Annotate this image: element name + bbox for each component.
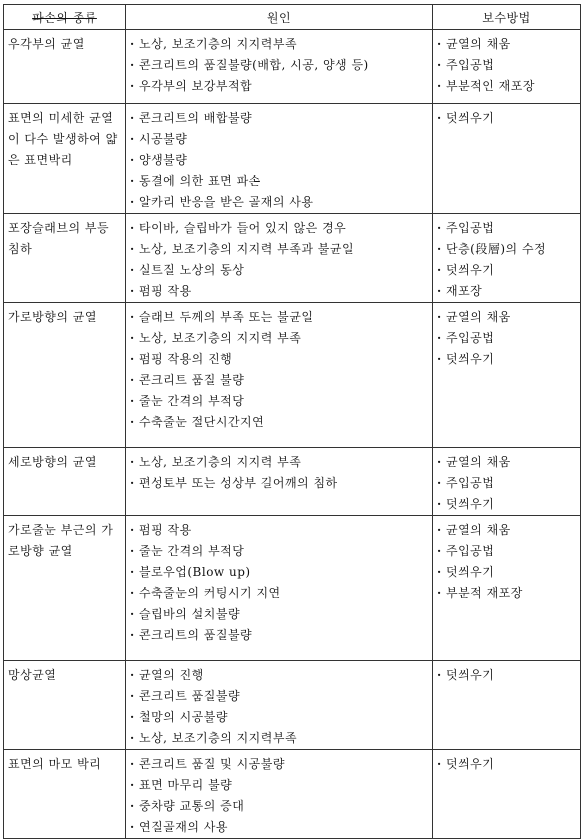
- cause-item: · 콘크리트의 품질불량: [130, 625, 428, 646]
- cause-cell-list: [126, 661, 432, 749]
- damage-type: 가로방향의 균열: [8, 310, 97, 324]
- repair-item: · 단층(段層)의 수정: [437, 239, 576, 260]
- cause-cell: [126, 104, 433, 214]
- table-row: [4, 104, 581, 214]
- repair-cell-list: [433, 516, 580, 604]
- repair-item: · 균열의 채움: [437, 520, 576, 541]
- damage-type-cell: [4, 516, 126, 661]
- cause-item: · 우각부의 보강부적합: [130, 76, 428, 97]
- cause-item: · 노상, 보조기층의 지지력 부족: [130, 328, 428, 349]
- damage-type: 포장슬래브의 부등침하: [8, 221, 110, 256]
- damage-type-cell: [4, 750, 126, 839]
- table-row: [4, 448, 581, 516]
- table-body: [4, 30, 581, 839]
- cause-cell-list: [126, 303, 432, 433]
- cause-item: · 중차량 교통의 증대: [130, 796, 428, 817]
- cause-cell-list: [126, 750, 432, 838]
- cause-item: · 줄눈 간격의 부적당: [130, 391, 428, 412]
- repair-item: · 덧씌우기: [437, 349, 576, 370]
- repair-cell: [433, 30, 581, 104]
- cause-item: · 콘크리트 품질 불량: [130, 370, 428, 391]
- repair-cell: [433, 303, 581, 448]
- repair-cell-list: [433, 448, 580, 515]
- cause-item: · 시공불량: [130, 129, 428, 150]
- damage-type: 표면의 마모 박리: [8, 757, 102, 771]
- cause-item: · 철망의 시공불량: [130, 707, 428, 728]
- repair-item: · 주입공법: [437, 218, 576, 239]
- cause-item: · 슬립바의 설치불량: [130, 604, 428, 625]
- cause-item: · 수축줄눈 절단시간지연: [130, 412, 428, 433]
- cause-item: · 동결에 의한 표면 파손: [130, 171, 428, 192]
- cause-item: · 균열의 진행: [130, 665, 428, 686]
- damage-type: 망상균열: [8, 668, 57, 682]
- table-row: [4, 303, 581, 448]
- cause-cell-list: [126, 448, 432, 494]
- damage-type: 표면의 미세한 균열이 다수 발생하여 얇은 표면박리: [8, 111, 118, 167]
- repair-cell: [433, 516, 581, 661]
- damage-type: 가로줄눈 부근의 가로방향 균열: [8, 523, 114, 558]
- cause-item: · 노상, 보조기층의 지지력부족: [130, 34, 428, 55]
- cause-item: · 콘크리트 품질 및 시공불량: [130, 754, 428, 775]
- cause-item: · 수축줄눈의 커팅시기 지연: [130, 583, 428, 604]
- cause-item: · 양생불량: [130, 150, 428, 171]
- repair-item: · 덧씌우기: [437, 108, 576, 129]
- cause-item: · 콘크리트의 품질불량(배합, 시공, 양생 등): [130, 55, 428, 76]
- damage-type: 우각부의 균열: [8, 37, 85, 51]
- cause-cell: [126, 750, 433, 839]
- cause-cell: [126, 303, 433, 448]
- repair-cell-list: [433, 214, 580, 302]
- cause-cell: [126, 516, 433, 661]
- repair-cell-list: [433, 104, 580, 129]
- repair-item: · 주입공법: [437, 55, 576, 76]
- damage-table: [3, 4, 581, 839]
- repair-cell-list: [433, 30, 580, 97]
- repair-cell-list: [433, 661, 580, 686]
- cause-cell-list: [126, 516, 432, 646]
- repair-item: · 주입공법: [437, 541, 576, 562]
- repair-item: · 덧씌우기: [437, 494, 576, 515]
- cause-item: · 콘크리트의 배합불량: [130, 108, 428, 129]
- cause-item: · 펌핑 작용의 진행: [130, 349, 428, 370]
- repair-cell-list: [433, 303, 580, 370]
- table-row: [4, 661, 581, 750]
- header-cause: 원인: [126, 5, 433, 30]
- table-row: [4, 516, 581, 661]
- repair-item: · 덧씌우기: [437, 665, 576, 686]
- repair-cell: [433, 104, 581, 214]
- cause-cell: [126, 661, 433, 750]
- cause-item: · 노상, 보조기층의 지지력 부족과 불균일: [130, 239, 428, 260]
- header-type-label: 파손의 종류: [32, 10, 97, 25]
- repair-item: · 균열의 채움: [437, 34, 576, 55]
- cause-item: · 줄눈 간격의 부적당: [130, 541, 428, 562]
- damage-type-cell: [4, 303, 126, 448]
- cause-item: · 표면 마무리 불량: [130, 775, 428, 796]
- damage-type-cell: [4, 448, 126, 516]
- table-row: [4, 30, 581, 104]
- repair-cell: [433, 661, 581, 750]
- repair-cell: [433, 750, 581, 839]
- header-row: [4, 5, 581, 30]
- repair-item: · 부분적 재포장: [437, 583, 576, 604]
- cause-item: · 슬래브 두께의 부족 또는 불균일: [130, 307, 428, 328]
- repair-item: · 부분적인 재포장: [437, 76, 576, 97]
- cause-cell: [126, 448, 433, 516]
- repair-item: · 균열의 채움: [437, 452, 576, 473]
- cause-cell: [126, 30, 433, 104]
- repair-item: · 덧씌우기: [437, 754, 576, 775]
- header-type: [4, 5, 126, 30]
- repair-item: · 덧씌우기: [437, 260, 576, 281]
- cause-cell-list: [126, 104, 432, 213]
- repair-cell-list: [433, 750, 580, 775]
- damage-type-cell: [4, 104, 126, 214]
- repair-item: · 균열의 채움: [437, 307, 576, 328]
- cause-item: · 펌핑 작용: [130, 520, 428, 541]
- cause-item: · 블로우업(Blow up): [130, 562, 428, 583]
- cause-item: · 노상, 보조기층의 지지력 부족: [130, 452, 428, 473]
- damage-type-cell: [4, 661, 126, 750]
- table-row: [4, 750, 581, 839]
- cause-item: · 타이바, 슬립바가 들어 있지 않은 경우: [130, 218, 428, 239]
- cause-cell-list: [126, 214, 432, 302]
- repair-item: · 덧씌우기: [437, 562, 576, 583]
- repair-item: · 주입공법: [437, 473, 576, 494]
- cause-item: · 실트질 노상의 동상: [130, 260, 428, 281]
- cause-item: · 콘크리트 품질불량: [130, 686, 428, 707]
- cause-item: · 알카리 반응을 받은 골재의 사용: [130, 192, 428, 213]
- repair-cell: [433, 448, 581, 516]
- cause-cell-list: [126, 30, 432, 97]
- damage-type-cell: [4, 30, 126, 104]
- damage-type-cell: [4, 214, 126, 303]
- cause-item: · 편성토부 또는 성상부 길어깨의 침하: [130, 473, 428, 494]
- cause-item: · 연질골재의 사용: [130, 817, 428, 838]
- table-row: [4, 214, 581, 303]
- cause-cell: [126, 214, 433, 303]
- repair-cell: [433, 214, 581, 303]
- header-repair: 보수방법: [433, 5, 581, 30]
- cause-item: · 노상, 보조기층의 지지력부족: [130, 728, 428, 749]
- cause-item: · 펌핑 작용: [130, 281, 428, 302]
- repair-item: · 재포장: [437, 281, 576, 302]
- repair-item: · 주입공법: [437, 328, 576, 349]
- damage-type: 세로방향의 균열: [8, 455, 97, 469]
